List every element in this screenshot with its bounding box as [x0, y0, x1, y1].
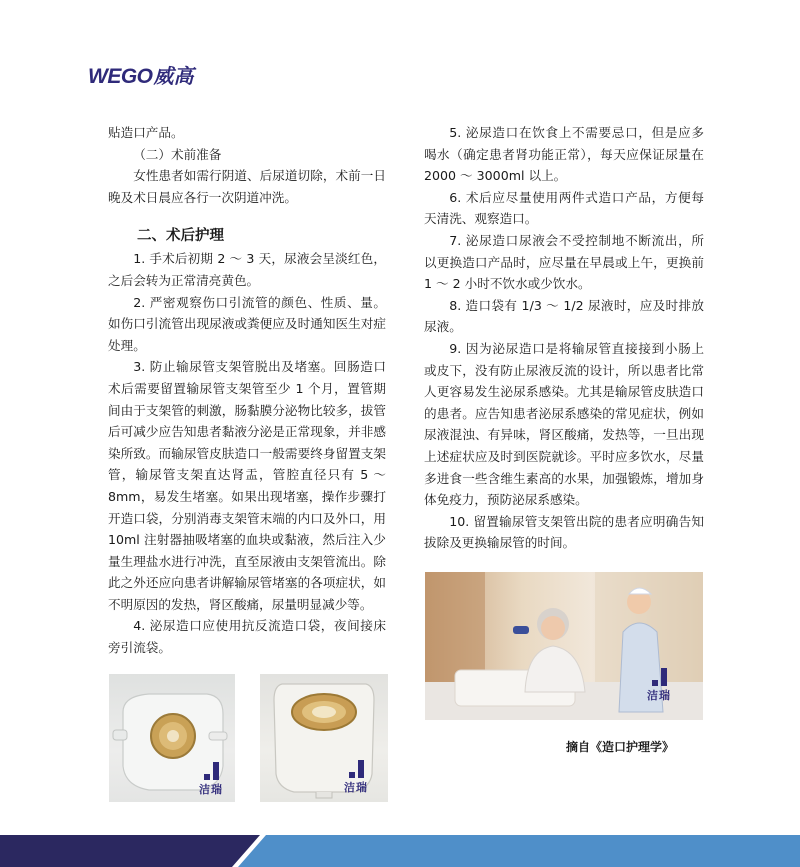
- jierui-brand-mark: [199, 762, 223, 797]
- nurse-patient-photo: [425, 572, 703, 720]
- brand-label: 洁瑞: [199, 783, 223, 796]
- footer-blue-stripe: [238, 835, 800, 867]
- paragraph: 4. 泌尿造口应使用抗反流造口袋，夜间接床旁引流袋。: [108, 618, 386, 656]
- brand-bars-icon: [204, 762, 219, 780]
- pouch-illustration: [260, 674, 388, 802]
- paragraph: 8. 造口袋有 1/3 ～ 1/2 尿液时，应及时排放尿液。: [424, 297, 704, 335]
- spacer: [108, 208, 386, 224]
- paragraph: 9. 因为泌尿造口是将输尿管直接接到小肠上或皮下，没有防止尿液反流的设计，所以患者比常人更容易发生泌尿系感染。尤其是输尿管皮肤造口的患者。应告知患者泌尿系感染的常见症状，例如尿液混浊、有异味，肾区酸痛，发热等，一旦出现上述症状应及时到医院就诊。平时应多饮水，尽量多进食一些含维生素高的水果，加强锻炼，增加身体免疫力，预防泌尿系感染。: [424, 340, 704, 508]
- brand-label: 洁瑞: [647, 689, 671, 702]
- logo-latin-text: WEGO: [88, 65, 153, 88]
- brand-bars-icon: [349, 760, 364, 778]
- section-subheading: （二）术前准备: [133, 146, 222, 162]
- brand-bars-icon: [652, 668, 667, 686]
- left-text-column: [108, 122, 386, 659]
- paragraph: 女性患者如需行阴道、后尿道切除，术前一日晚及术日晨应各行一次阴道冲洗。: [108, 168, 386, 205]
- footer-band: [0, 827, 800, 867]
- paragraph: 6. 术后应尽量使用两件式造口产品，方便每天清洗、观察造口。: [424, 189, 704, 227]
- right-text-column: [424, 122, 704, 554]
- source-caption: 摘自《造口护理学》: [566, 740, 675, 754]
- paragraph: 10. 留置输尿管支架管出院的患者应明确告知拔除及更换输尿管的时间。: [424, 513, 704, 551]
- logo-cjk-text: 威高: [153, 64, 194, 88]
- paragraph: 1. 手术后初期 2 ～ 3 天，尿液会呈淡红色，之后会转为正常清亮黄色。: [108, 251, 386, 288]
- section-heading: 二、术后护理: [137, 228, 224, 245]
- paragraph: 5. 泌尿造口在饮食上不需要忌口，但是应多喝水（确定患者肾功能正常），每天应保证尿量在 2000 ～ 3000ml 以上。: [424, 125, 704, 184]
- paragraph: 2. 严密观察伤口引流管的颜色、性质、量。如伤口引流管出现尿液或粪便应及时通知医生对症处理。: [108, 294, 386, 353]
- paragraph: 7. 泌尿造口尿液会不受控制地不断流出，所以更换造口产品时，应尽量在早晨或上午，更换前 1 ～ 2 小时不饮水或少饮水。: [424, 232, 704, 292]
- two-piece-pouch-photo: [260, 674, 388, 802]
- brand-label: 洁瑞: [344, 781, 368, 794]
- footer-dark-stripe: [0, 835, 260, 867]
- paragraph: 贴造口产品。: [108, 125, 184, 140]
- jierui-brand-mark: [344, 760, 368, 795]
- paragraph: 3. 防止输尿管支架管脱出及堵塞。回肠造口术后需要留置输尿管支架管至少 1 个月，置管期间由于支架管的刺激，肠黏膜分泌物比较多，拔管后可减少应告知患者黏液分泌是正常现象，并非感染所致。而输尿管皮肤造口一般需要终身留置支架管，输尿管支架直达肾盂，管腔直径只有 5 ～ 8mm，易发生堵塞。如果出现堵塞，操作步骤打开造口袋，分别消毒支架管末端的内口及外口，用 10ml 注射器抽吸堵塞的血块或黏液，然后注入少量生理盐水进行冲洗，直至尿液由支架管流出。除此之外还应向患者讲解输尿管堵塞的各项症状，如不明原因的发热，肾区酸痛，尿量明显减少等。: [108, 359, 386, 612]
- wego-logo: [88, 60, 194, 89]
- urostomy-pouch-photo: [109, 674, 235, 802]
- jierui-brand-mark: [647, 668, 671, 703]
